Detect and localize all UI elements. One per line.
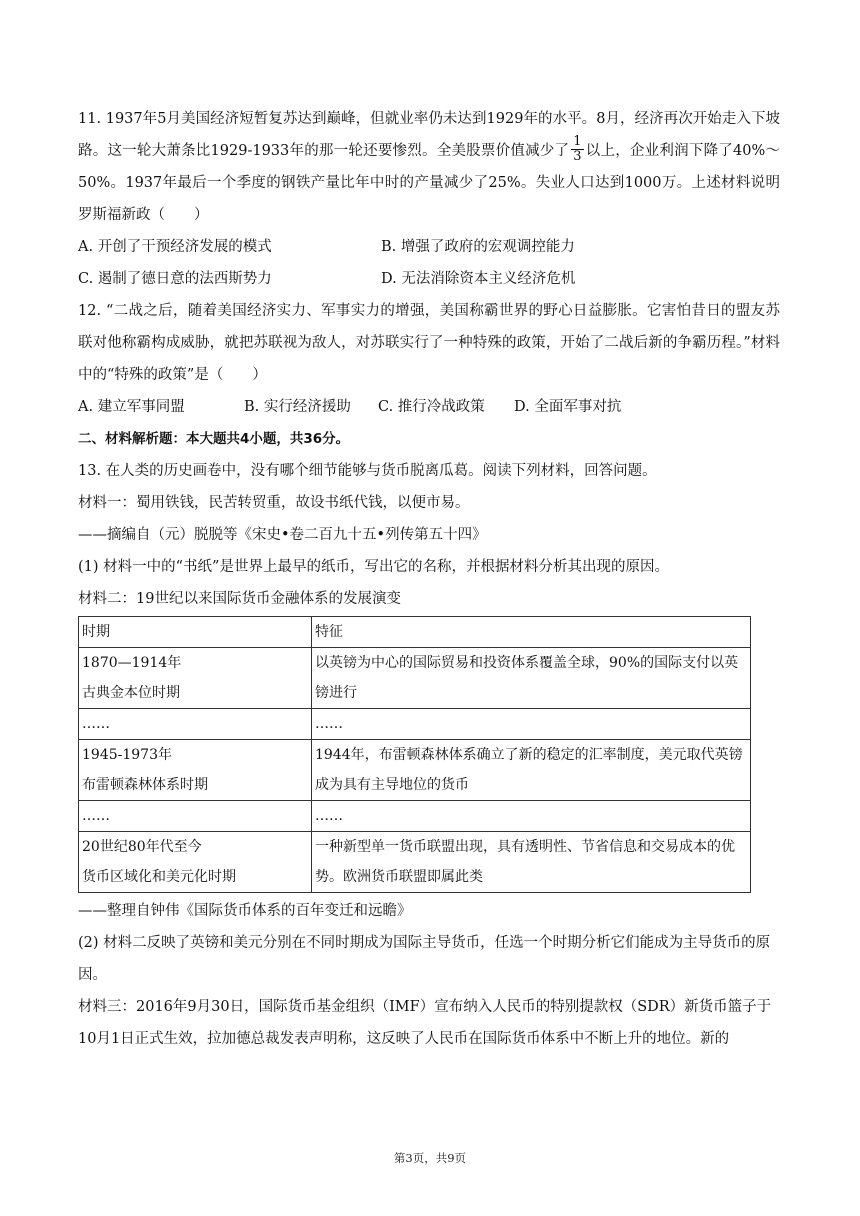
table-header-feature: 特征 [312,617,751,648]
table-cell-period: …… [79,709,312,740]
question-12-stem: 12. “二战之后，随着美国经济实力、军事实力的增强，美国称霸世界的野心日益膨胀。它害怕昔日的盟友苏联对他称霸构成威胁，就把苏联视为敌人，对苏联实行了一种特殊的政策，开始了二战后新的争霸历程。”材料中的“特殊的政策”是（ ） [78,303,780,383]
question-11-stem [78,103,780,231]
table-cell-feature: 一种新型单一货币联盟出现，具有透明性、节省信息和交易成本的优势。欧洲货币联盟即属此类 [312,832,751,893]
q12-option-c: C. 推行冷战政策 [378,399,485,415]
material-1: 材料一：蜀用铁钱，民苦转贸重，故设书纸代钱，以便市易。 [78,495,470,511]
q11-option-d: D. 无法消除资本主义经济危机 [381,271,576,287]
table-row [79,801,751,832]
fraction-one-third [571,135,583,164]
period-name: 布雷顿森林体系时期 [82,777,208,793]
table-cell-period [79,648,312,709]
period-year: 1870—1914年 [82,655,182,671]
q11-option-a: A. 开创了干预经济发展的模式 [78,239,272,255]
page-content [78,103,780,1055]
fraction-numerator: 1 [573,133,582,149]
q11-text-before-fraction: 11. 1937年5月美国经济短暂复苏达到巅峰，但就业率仍未达到1929年的水平。8月，经济再次开始走入下坡路。这一轮大萧条比1929-1933年的那一轮还要惨烈。全美股票价值减少了 [78,111,780,159]
material-2-source: ——整理自钟伟《国际货币体系的百年变迁和远瞻》 [78,903,412,919]
table-cell-feature: …… [312,801,751,832]
sub-question-1: (1) 材料一中的“书纸”是世界上最早的纸币，写出它的名称，并根据材料分析其出现的原因。 [78,559,669,575]
q12-option-b: B. 实行经济援助 [244,399,351,415]
table-row [79,740,751,801]
material-1-source: ——摘编自（元）脱脱等《宋史•卷二百九十五•列传第五十四》 [78,527,487,543]
q12-option-d: D. 全面军事对抗 [514,399,622,415]
period-name: 古典金本位时期 [82,685,180,701]
q12-option-a: A. 建立军事同盟 [78,399,185,415]
table-row [79,709,751,740]
section-2-heading: 二、材料解析题：本大题共4小题，共36分。 [78,431,350,447]
question-13-intro: 13. 在人类的历史画卷中，没有哪个细节能够与货币脱离瓜葛。阅读下列材料，回答问题。 [78,463,657,479]
currency-system-table [78,616,751,893]
fraction-denominator: 3 [573,148,582,164]
table-header-row [79,617,751,648]
material-3: 材料三：2016年9月30日，国际货币基金组织（IMF）宣布纳入人民币的特别提款权（SDR）新货币篮子于10月1日正式生效，拉加德总裁发表声明称，这反映了人民币在国际货币体系中不断上升的地位。新的 [78,999,772,1047]
table-row [79,832,751,893]
sub-question-2: (2) 材料二反映了英镑和美元分别在不同时期成为国际主导货币，任选一个时期分析它们能成为主导货币的原因。 [78,935,771,983]
period-year: 1945-1973年 [82,747,172,763]
q12-options [78,391,780,423]
table-header-period: 时期 [79,617,312,648]
page-footer: 第3页，共9页 [393,1151,467,1165]
table-row [79,648,751,709]
material-2-title: 材料二：19世纪以来国际货币金融体系的发展演变 [78,591,401,607]
q11-options-row-2 [78,263,780,295]
table-cell-period [79,832,312,893]
table-cell-feature: …… [312,709,751,740]
q11-text-after-fraction: 以上，企业利润下降了40%～50%。1937年最后一个季度的钢铁产量比年中时的产量减少了25%。失业人口达到1000万。上述材料说明罗斯福新政（ ） [78,143,780,223]
q11-options-row-1 [78,231,780,263]
table-cell-feature: 以英镑为中心的国际贸易和投资体系覆盖全球，90%的国际支付以英镑进行 [312,648,751,709]
table-cell-feature: 1944年，布雷顿森林体系确立了新的稳定的汇率制度，美元取代英镑成为具有主导地位的货币 [312,740,751,801]
table-cell-period [79,740,312,801]
q11-option-b: B. 增强了政府的宏观调控能力 [381,239,575,255]
q11-option-c: C. 遏制了德日意的法西斯势力 [78,271,272,287]
period-name: 货币区域化和美元化时期 [82,869,236,885]
period-year: 20世纪80年代至今 [82,839,202,855]
table-cell-period: …… [79,801,312,832]
